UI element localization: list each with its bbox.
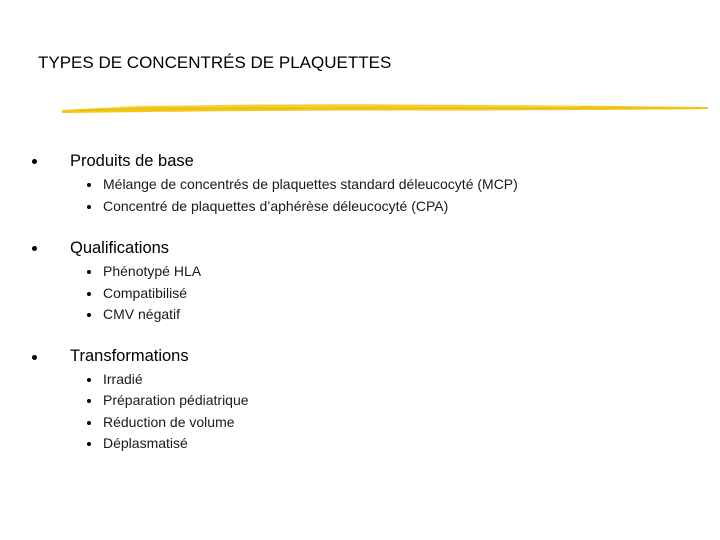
bullet-dot-icon	[87, 292, 91, 296]
bullet-dot-icon	[87, 378, 91, 382]
bullet-dot-icon	[32, 159, 37, 164]
bullet-dot-icon	[87, 183, 91, 187]
slide-title: TYPES DE CONCENTRÉS DE PLAQUETTES	[38, 53, 392, 72]
list-item: Réduction de volume	[103, 414, 235, 430]
bullet-dot-icon	[87, 205, 91, 209]
bullet-dot-icon	[87, 313, 91, 317]
bullet-dot-icon	[87, 421, 91, 425]
list-item: Phénotypé HLA	[103, 263, 202, 279]
bullet-dot-icon	[32, 246, 37, 251]
bullet-dot-icon	[87, 270, 91, 274]
list-item: Mélange de concentrés de plaquettes standard déleucocyté (MCP)	[103, 176, 518, 192]
section-heading: Transformations	[70, 347, 189, 365]
bullet-dot-icon	[87, 399, 91, 403]
list-item: Irradié	[103, 371, 143, 387]
section-heading: Qualifications	[70, 239, 170, 257]
bullet-dot-icon	[87, 442, 91, 446]
section-heading: Produits de base	[70, 152, 194, 170]
list-item: Concentré de plaquettes d’aphérèse déleucocyté (CPA)	[103, 198, 449, 214]
title-underline-stroke	[60, 100, 710, 116]
list-item: CMV négatif	[103, 306, 181, 322]
list-item: Compatibilisé	[103, 285, 188, 301]
list-item: Déplasmatisé	[103, 435, 188, 451]
bullet-dot-icon	[32, 355, 37, 360]
list-item: Préparation pédiatrique	[103, 392, 249, 408]
